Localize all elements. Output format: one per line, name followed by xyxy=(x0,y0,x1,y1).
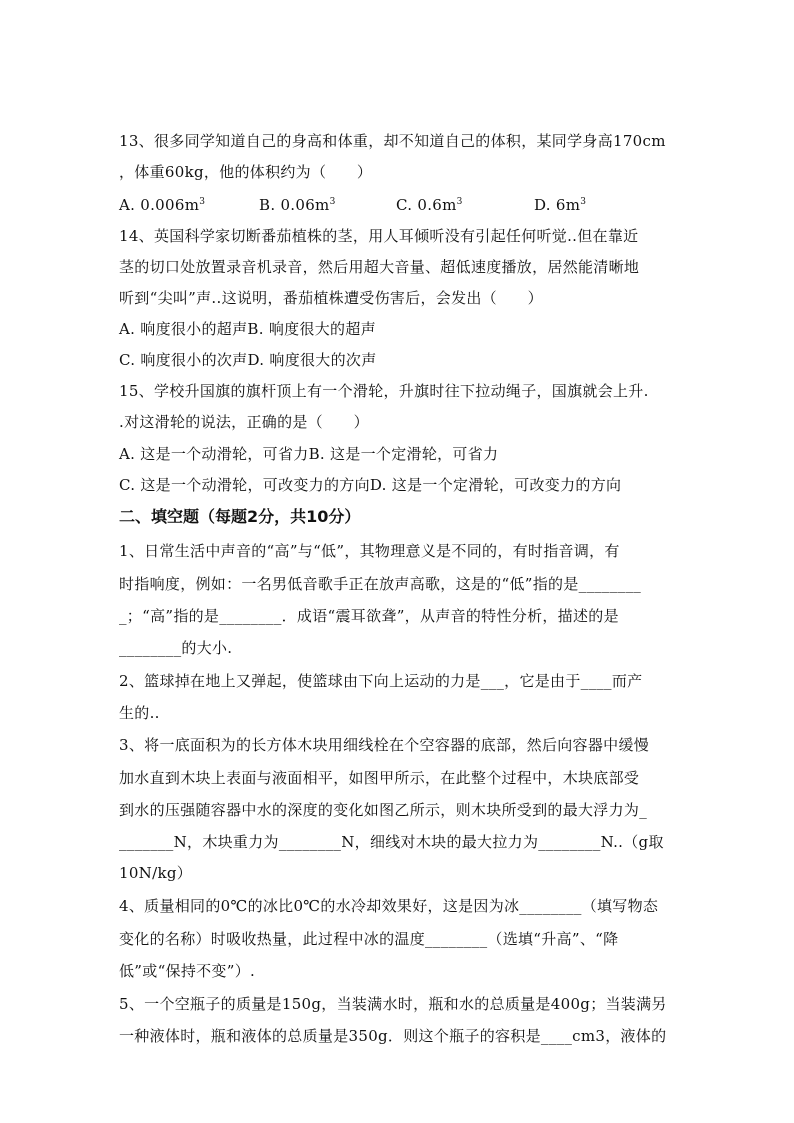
q13-option-b: B. $0.06m^3$ xyxy=(259,196,336,214)
fill1-line-4: ________的大小. xyxy=(119,639,233,657)
q13-option-d: D. $6m^3$ xyxy=(534,196,587,214)
fill1-line-1: 1、日常生活中声音的“高”与“低”，其物理意义是不同的，有时指音调，有 xyxy=(119,542,620,560)
fill4-line-1: 4、质量相同的0℃的冰比0℃的水冷却效果好，这是因为冰________（填写物态 xyxy=(119,897,659,915)
q14-line-3: 听到“尖叫”声..这说明，番茄植株遭受伤害后，会发出（ ） xyxy=(119,289,543,307)
fill1-line-2: 时指响度，例如：一名男低音歌手正在放声高歌，这是的“低”指的是________ xyxy=(119,575,642,593)
q14-line-1: 14、英国科学家切断番茄植株的茎，用人耳倾听没有引起任何听觉..但在靠近 xyxy=(119,227,639,245)
fill3-line-1: 3、将一底面积为的长方体木块用细线栓在个空容器的底部，然后向容器中缓慢 xyxy=(119,736,650,754)
fill4-line-2: 变化的名称）时吸收热量，此过程中冰的温度________（选填“升高”、“降 xyxy=(119,930,619,948)
q14-options-cd: C. 响度很小的次声D. 响度很大的次声 xyxy=(119,351,377,369)
fill3-line-5: 10N/kg） xyxy=(119,864,193,882)
q15-options-ab: A. 这是一个动滑轮，可省力B. 这是一个定滑轮，可省力 xyxy=(119,445,499,463)
fill3-line-4: _______N，木块重力为________N，细线对木块的最大拉力为________N..（g取 xyxy=(119,833,664,851)
q14-line-2: 茎的切口处放置录音机录音，然后用超大音量、超低速度播放，居然能清晰地 xyxy=(119,258,640,276)
q13-option-c: C. $0.6m^3$ xyxy=(396,196,463,214)
q13-option-a: A. $0.006m^3$ xyxy=(119,196,206,214)
fill4-line-3: 低”或“保持不变”）. xyxy=(119,962,256,980)
q15-options-cd: C. 这是一个动滑轮，可改变力的方向D. 这是一个定滑轮，可改变力的方向 xyxy=(119,476,622,494)
fill3-line-3: 到水的压强随容器中水的深度的变化如图乙所示，则木块所受到的最大浮力为_ xyxy=(119,801,648,819)
q14-options-ab: A. 响度很小的超声B. 响度很大的超声 xyxy=(119,320,376,338)
q15-line-2: .对这滑轮的说法，正确的是（ ） xyxy=(119,413,369,431)
fill2-line-1: 2、篮球掉在地上又弹起，使篮球由下向上运动的力是___，它是由于____而产 xyxy=(119,672,643,690)
q13-options xyxy=(119,195,676,215)
fill2-line-2: 生的.. xyxy=(119,704,160,722)
fill3-line-2: 加水直到木块上表面与液面相平，如图甲所示，在此整个过程中，木块底部受 xyxy=(119,769,640,787)
fill5-line-1: 5、一个空瓶子的质量是150g，当装满水时，瓶和水的总质量是400g；当装满另 xyxy=(119,995,667,1013)
q15-line-1: 15、学校升国旗的旗杆顶上有一个滑轮，升旗时往下拉动绳子，国旗就会上升. xyxy=(119,382,649,400)
q13-line-2: ，体重60kg，他的体积约为（ ） xyxy=(119,163,373,181)
fill5-line-2: 一种液体时，瓶和液体的总质量是350g．则这个瓶子的容积是____cm3，液体的 xyxy=(119,1027,667,1045)
fill1-line-3: _；“高”指的是________．成语“震耳欲聋”，从声音的特性分析，描述的是 xyxy=(119,607,619,625)
section-heading-fill-in: 二、填空题（每题2分，共10分） xyxy=(119,507,361,526)
q13-line-1: 13、很多同学知道自己的身高和体重，却不知道自己的体积，某同学身高170cm xyxy=(119,132,666,150)
